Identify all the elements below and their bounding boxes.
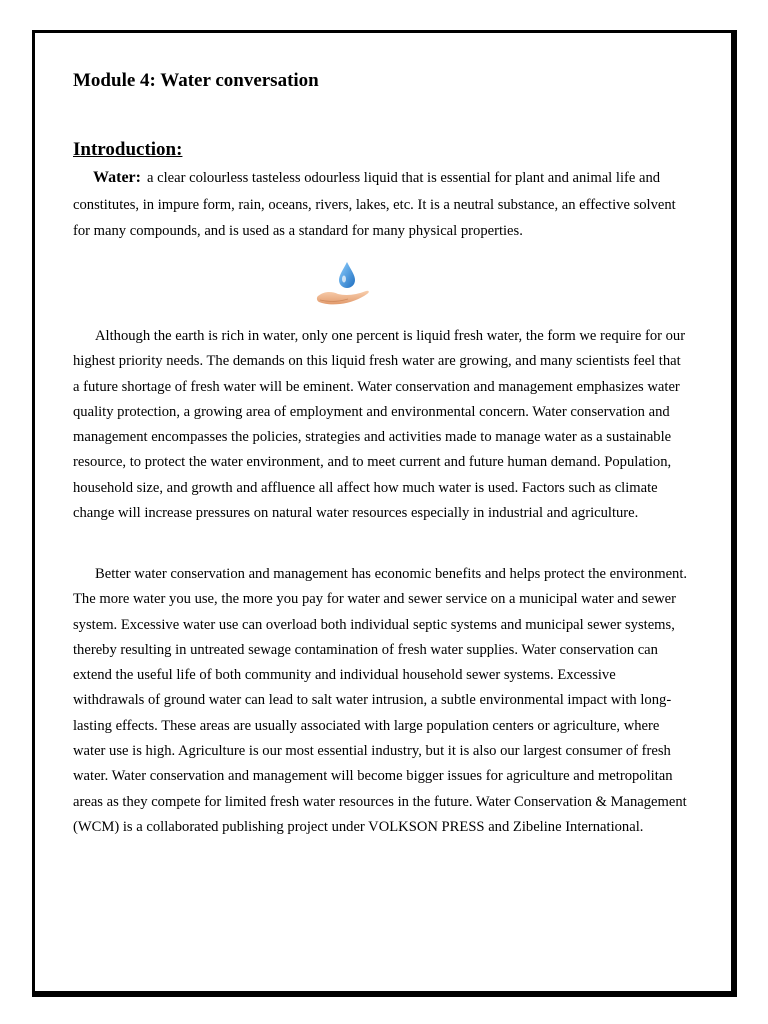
document-body	[73, 68, 683, 245]
hand-icon	[317, 291, 369, 305]
section-heading: Introduction:	[73, 139, 183, 160]
water-drop-hand-icon	[314, 260, 370, 310]
page-title: Module 4: Water conversation	[73, 70, 319, 91]
intro-text: a clear colourless tasteless odourless liquid that is essential for plant and animal life and constitutes, in impure form, rain, oceans, rivers, lakes, etc. It is a neutral substance, an effective solvent for many compounds, and is used as a standard for many physical properties.	[73, 170, 676, 239]
intro-lead-term: Water:	[93, 169, 141, 186]
intro-paragraph	[73, 165, 683, 245]
paragraph-conservation-benefits: Better water conservation and management has economic benefits and helps protect the environment. The more water you use, the more you pay for water and sewer service on a municipal water and sewer system. Excessive water use can overload both individual septic systems and municipal sewer systems, thereby resulting in untreated sewage contamination of fresh water supplies. Water conservation can extend the useful life of both community and individual household sewer systems. Excessive withdrawals of ground water can lead to salt water intrusion, a subtle environmental impact with long-lasting effects. These areas are usually associated with large population centers or agriculture, where water use is high. Agriculture is our most essential industry, but it is also our largest consumer of fresh water. Water conservation and management will become bigger issues for agriculture and metropolitan areas as they compete for limited fresh water resources in the future. Water Conservation & Management (WCM) is a collaborated publishing project under VOLKSON PRESS and Zibeline International.	[73, 566, 688, 835]
paragraph-fresh-water: Although the earth is rich in water, only one percent is liquid fresh water, the form we require for our highest priority needs. The demands on this liquid fresh water are growing, and many scientists feel that a future shortage of fresh water will be eminent. Water conservation and management emphasizes water quality protection, a growing area of employment and environmental concern. Water conservation and management encompasses the policies, strategies and activities made to manage water as a sustainable resource, to protect the water environment, and to meet current and future human demand. Population, household size, and growth and affluence all affect how much water is used. Factors such as climate change will increase pressures on natural water resources especially in industrial and agriculture.	[73, 328, 686, 522]
water-drop-icon	[339, 262, 355, 288]
